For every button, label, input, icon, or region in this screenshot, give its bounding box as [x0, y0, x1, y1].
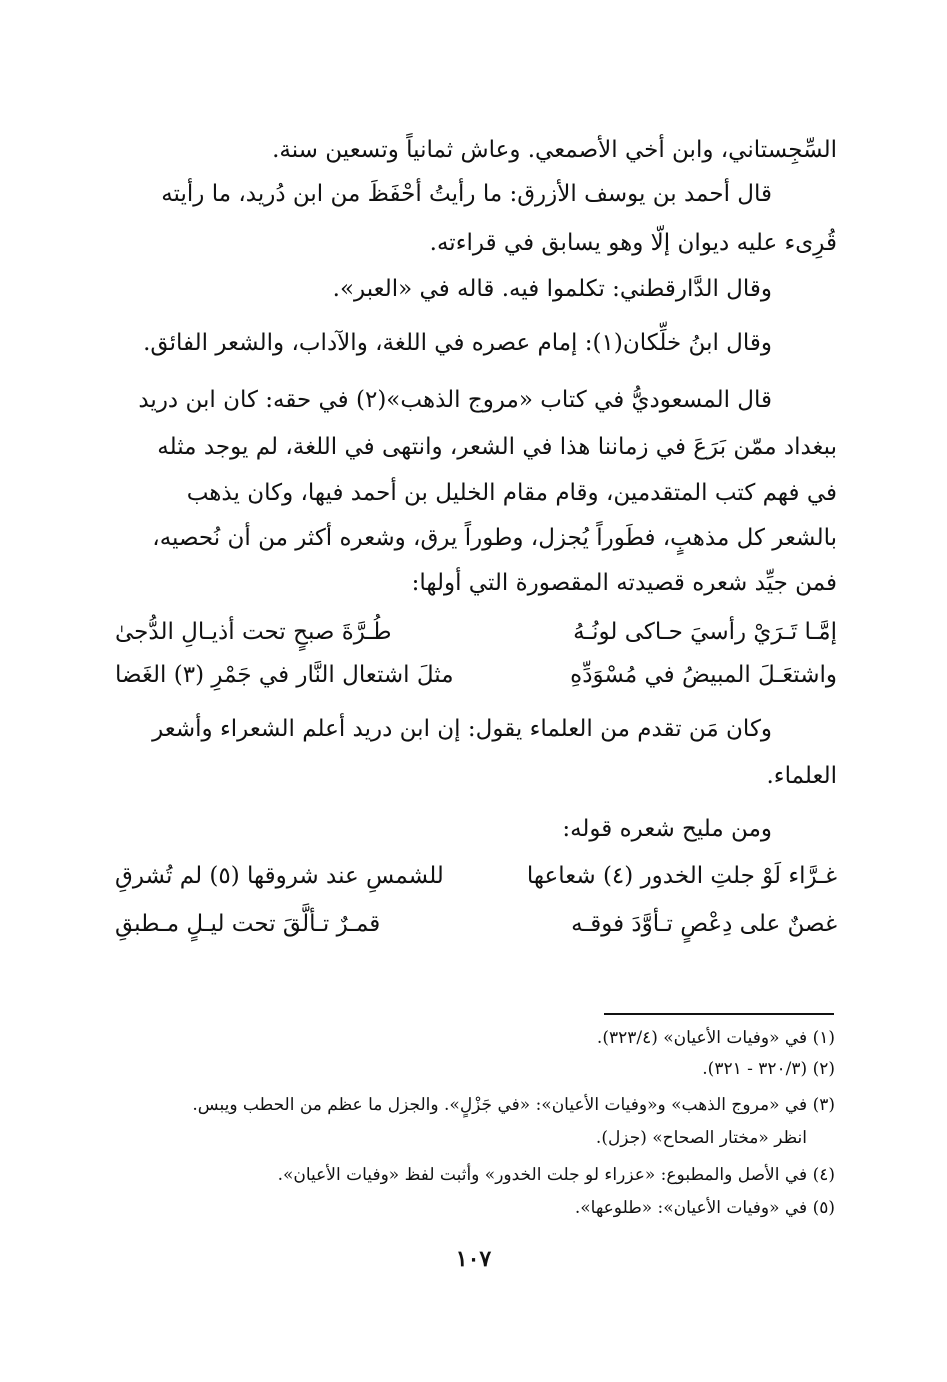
verse-first-hemistich: غصنٌ على دِعْصٍ تـأوَّدَ فوقـه [571, 911, 837, 937]
text-line: فمن جيِّد شعره قصيدته المقصورة التي أولها: [411, 570, 837, 596]
footnote: (١) في «وفيات الأعيان» (٣٢٣/٤). [596, 1028, 835, 1048]
text-line: بالشعر كل مذهبٍ، فطَوراً يُجزل، وطوراً يرق، وشعره أكثر من أن نُحصيه، [152, 525, 837, 551]
verse-first-hemistich: إمَّـا تَـرَيْ رأسيَ حـاكى لونُـهُ [573, 619, 837, 645]
poem-verse [115, 856, 837, 896]
footnote: (٢) (٣٢٠/٣ - ٣٢١). [702, 1059, 835, 1079]
poem-verse [115, 904, 837, 944]
footnote: (٣) في «مروج الذهب» و«وفيات الأعيان»: «في جَزْلٍ». والجزل ما عظم من الحطب ويبس. [192, 1095, 835, 1115]
text-line: قال أحمد بن يوسف الأزرق: ما رأيتُ أحْفَظَ من ابن دُريد، ما رأيته [161, 181, 772, 207]
text-line: قال المسعوديُّ في كتاب «مروج الذهب»(٢) في حقه: كان ابن دريد [138, 387, 772, 413]
poem-verse [115, 612, 837, 652]
text-line: وكان مَن تقدم من العلماء يقول: إن ابن دريد أعلم الشعراء وأشعر [152, 716, 772, 742]
footnote: (٤) في الأصل والمطبوع: «عزراء لو جلت الخدور» وأثبت لفظ «وفيات الأعيان». [277, 1165, 835, 1185]
verse-second-hemistich: مثلَ اشتعال النَّار في جَمْرِ (٣) الغَضا [115, 662, 454, 688]
text-line: قُرِىء عليه ديوان إلّا وهو يسابق في قراءته. [429, 230, 837, 256]
text-line: وقال الدَّارقطني: تكلموا فيه. قاله في «العبر». [332, 276, 772, 302]
text-line: في فهم كتب المتقدمين، وقام مقام الخليل بن أحمد فيها، وكان يذهب [186, 480, 837, 506]
verse-first-hemistich: غـرَّاء لَوْ جلتِ الخدور (٤) شعاعها [526, 863, 837, 889]
text-line: السِّجِستاني، وابن أخي الأصمعي. وعاش ثمانياً وتسعين سنة. [272, 137, 837, 163]
text-line: ومن مليح شعره قوله: [562, 816, 772, 842]
page-number: ١٠٧ [455, 1246, 492, 1272]
poem-verse [115, 655, 837, 695]
footnote-continuation: انظر «مختار الصحاح» (جزل). [595, 1128, 807, 1148]
verse-second-hemistich: قمـرٌ تـألَّقَ تحت ليـلٍ مـطبقِ [115, 911, 381, 937]
verse-second-hemistich: طُـرَّةَ صبحٍ تحت أذيـالِ الدُّجىٰ [115, 619, 392, 645]
verse-first-hemistich: واشتعَـلَ المبيضُ في مُسْوَدِّهِ [570, 662, 837, 688]
verse-second-hemistich: للشمسِ عند شروقها (٥) لم تُشرقِ [115, 863, 444, 889]
text-line: ببغداد ممّن بَرَعَ في زماننا هذا في الشعر، وانتهى في اللغة، لم يوجد مثله [157, 434, 837, 460]
footnote-separator [604, 1013, 834, 1015]
footnote: (٥) في «وفيات الأعيان»: «طلوعها». [574, 1198, 835, 1218]
text-line: وقال ابنُ خلِّكان(١): إمام عصره في اللغة، والآداب، والشعر الفائق. [143, 330, 772, 356]
text-line: العلماء. [766, 763, 837, 789]
